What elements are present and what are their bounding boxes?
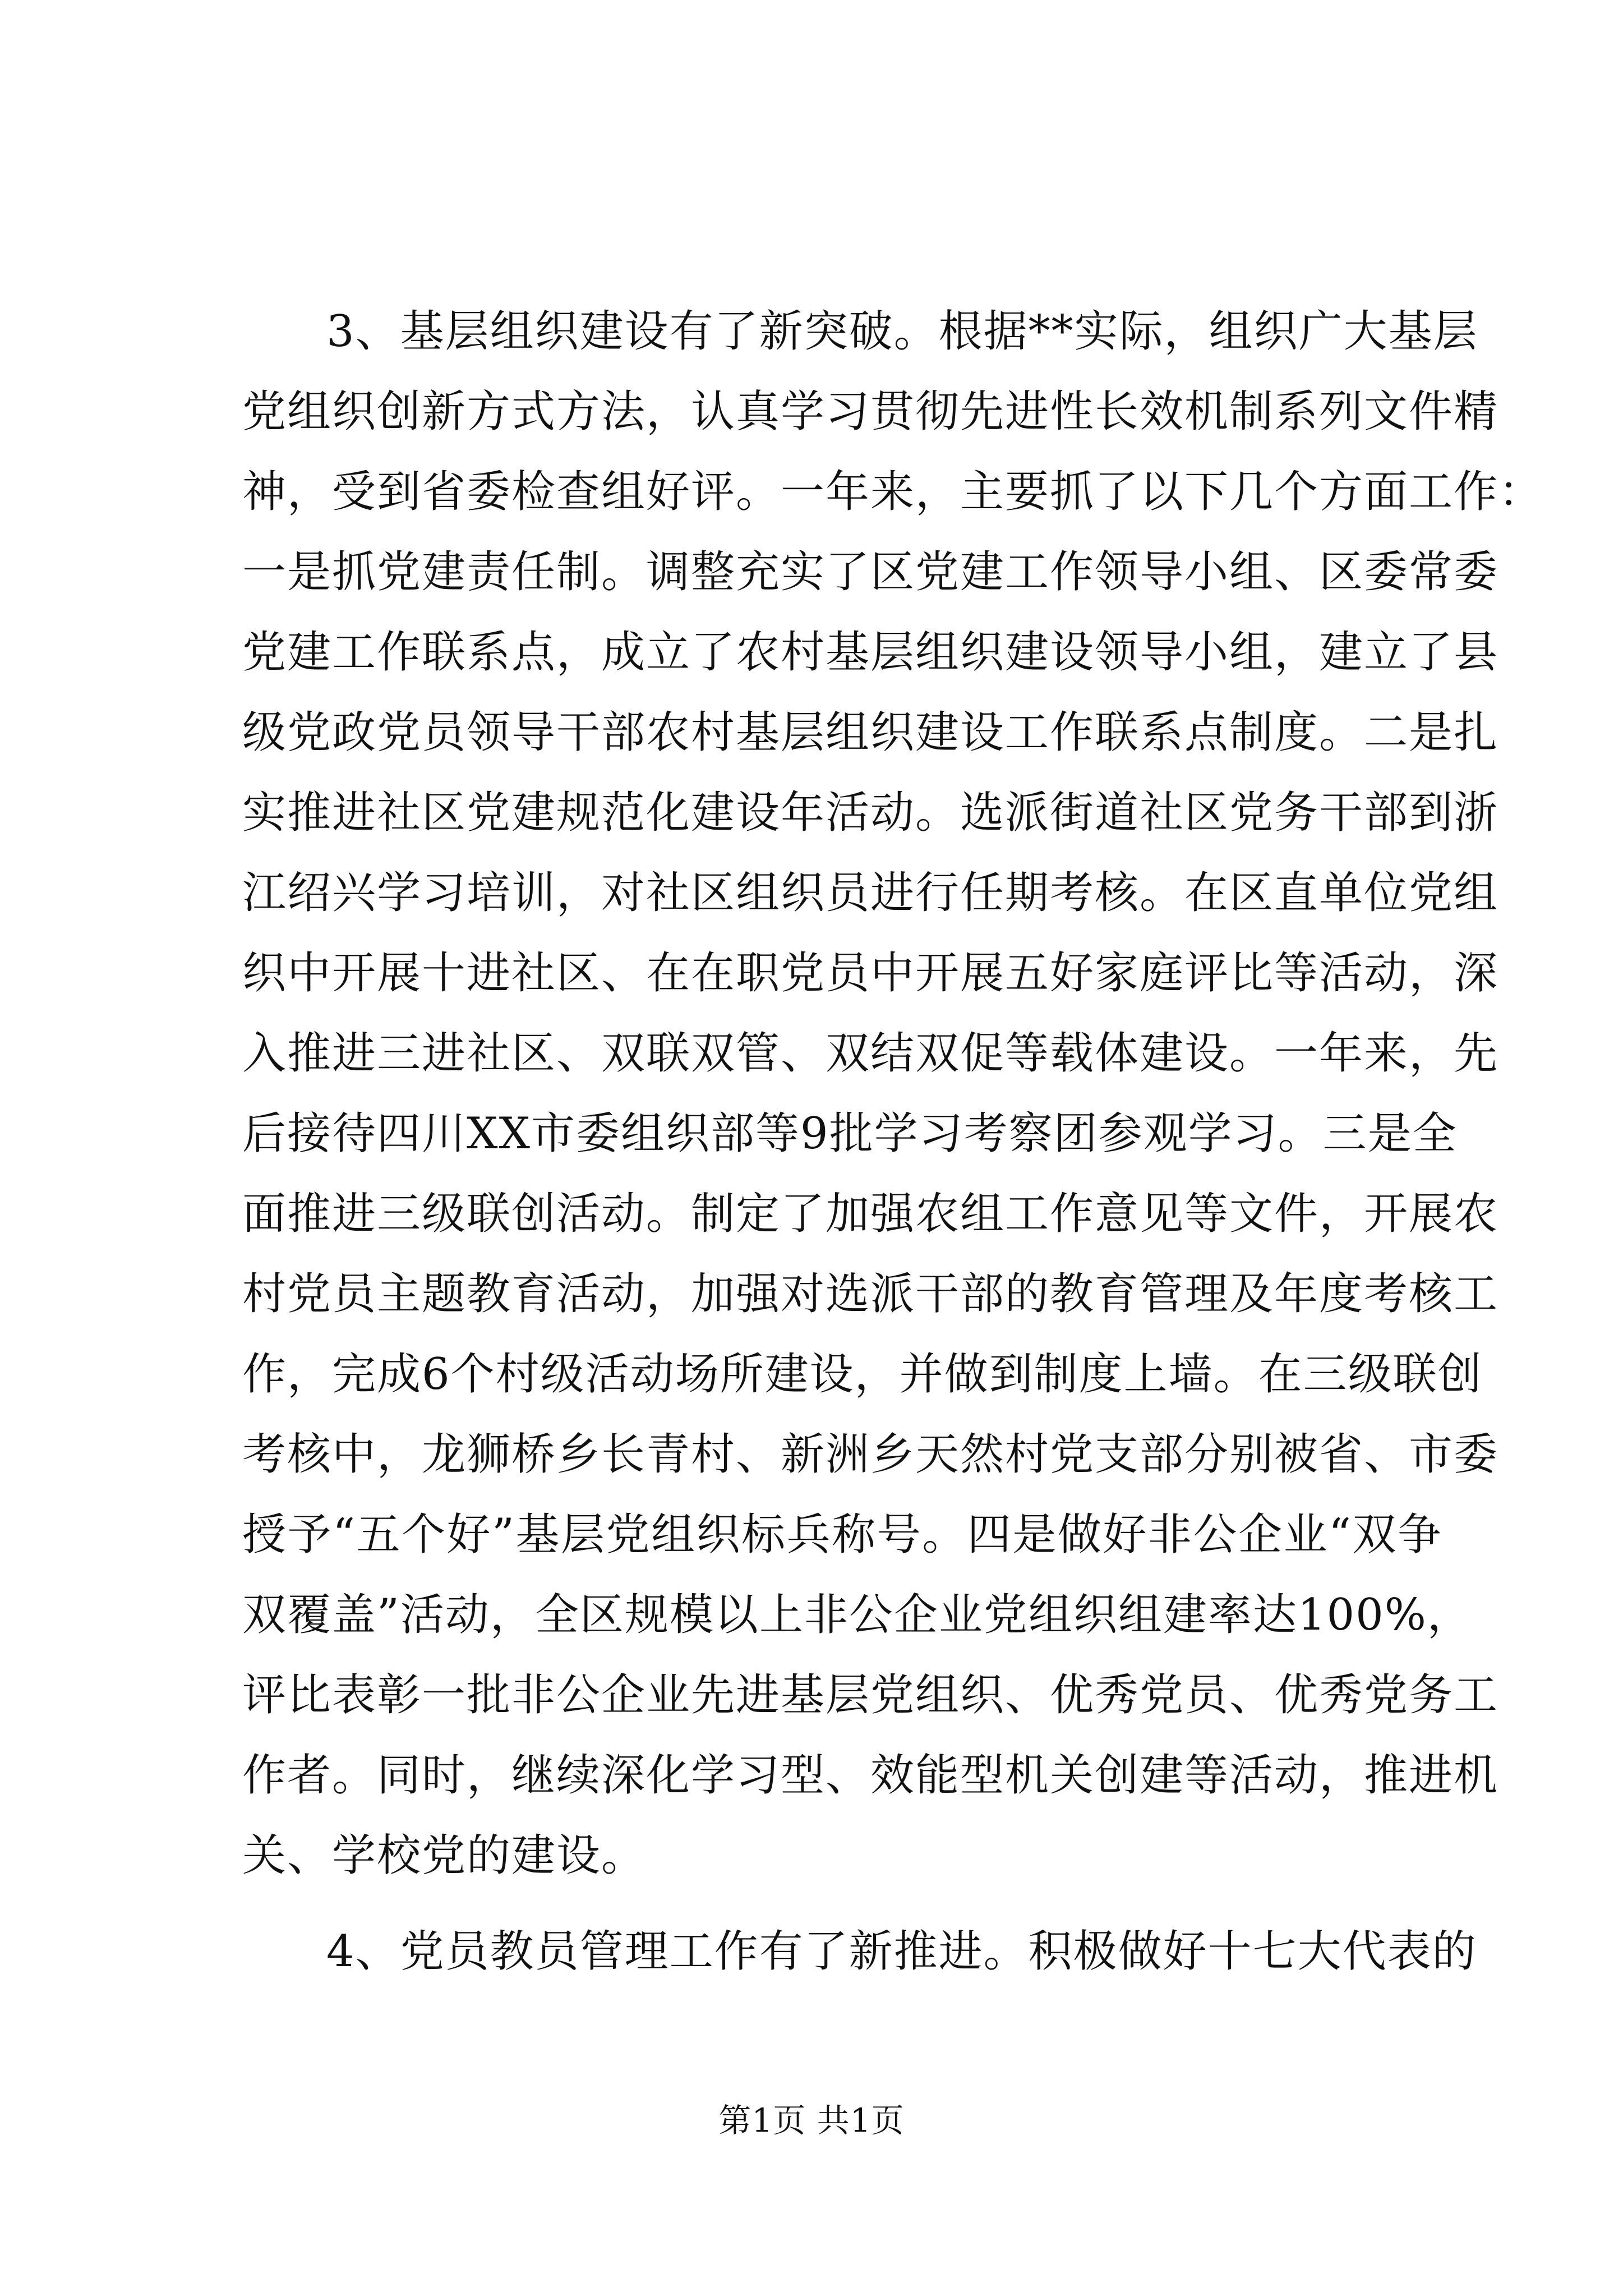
paragraph-3-line-10: 入推进三进社区、双联双管、双结双促等载体建设。一年来，先 xyxy=(242,1028,1499,1079)
paragraph-3-line-19: 作者。同时，继续深化学习型、效能型机关创建等活动，推进机 xyxy=(242,1750,1499,1801)
paragraph-3-line-3: 神，受到省委检查组好评。一年来，主要抓了以下几个方面工作： xyxy=(242,467,1544,517)
paragraph-3-line-18: 评比表彰一批非公企业先进基层党组织、优秀党员、优秀党务工 xyxy=(242,1670,1499,1720)
paragraph-3-line-1: 3、基层组织建设有了新突破。根据**实际，组织广大基层 xyxy=(326,306,1478,357)
page-footer: 第1页 共1页 xyxy=(718,2101,905,2139)
paragraph-3-line-8: 江绍兴学习培训，对社区组织员进行任期考核。在区直单位党组 xyxy=(242,868,1499,918)
paragraph-3-line-11: 后接待四川XX市委组织部等9批学习考察团参观学习。三是全 xyxy=(242,1108,1458,1159)
paragraph-4-line-1: 4、党员教员管理工作有了新推进。积极做好十七大代表的 xyxy=(326,1926,1477,1977)
paragraph-3-line-13: 村党员主题教育活动，加强对选派干部的教育管理及年度考核工 xyxy=(242,1269,1499,1319)
paragraph-3-line-9: 织中开展十进社区、在在职党员中开展五好家庭评比等活动，深 xyxy=(242,948,1499,999)
paragraph-3-line-5: 党建工作联系点，成立了农村基层组织建设领导小组，建立了县 xyxy=(242,627,1499,678)
paragraph-3-line-15: 考核中，龙狮桥乡长青村、新洲乡天然村党支部分别被省、市委 xyxy=(242,1429,1499,1480)
paragraph-3-line-7: 实推进社区党建规范化建设年活动。选派街道社区党务干部到浙 xyxy=(242,788,1499,838)
paragraph-3-line-16: 授予“五个好”基层党组织标兵称号。四是做好非公企业“双争 xyxy=(242,1510,1442,1560)
paragraph-3-line-17: 双覆盖”活动，全区规模以上非公企业党组织组建率达100%， xyxy=(242,1590,1472,1640)
paragraph-3-line-2: 党组织创新方式方法，认真学习贯彻先进性长效机制系列文件精 xyxy=(242,386,1499,437)
paragraph-3-line-12: 面推进三级联创活动。制定了加强农组工作意见等文件，开展农 xyxy=(242,1189,1499,1239)
paragraph-3-line-4: 一是抓党建责任制。调整充实了区党建工作领导小组、区委常委 xyxy=(242,547,1499,597)
paragraph-3-line-6: 级党政党员领导干部农村基层组织建设工作联系点制度。二是扎 xyxy=(242,707,1499,758)
paragraph-3-line-14: 作，完成6个村级活动场所建设，并做到制度上墙。在三级联创 xyxy=(242,1349,1483,1400)
document-body xyxy=(242,292,1544,1992)
paragraph-3-line-20: 关、学校党的建设。 xyxy=(242,1830,647,1881)
